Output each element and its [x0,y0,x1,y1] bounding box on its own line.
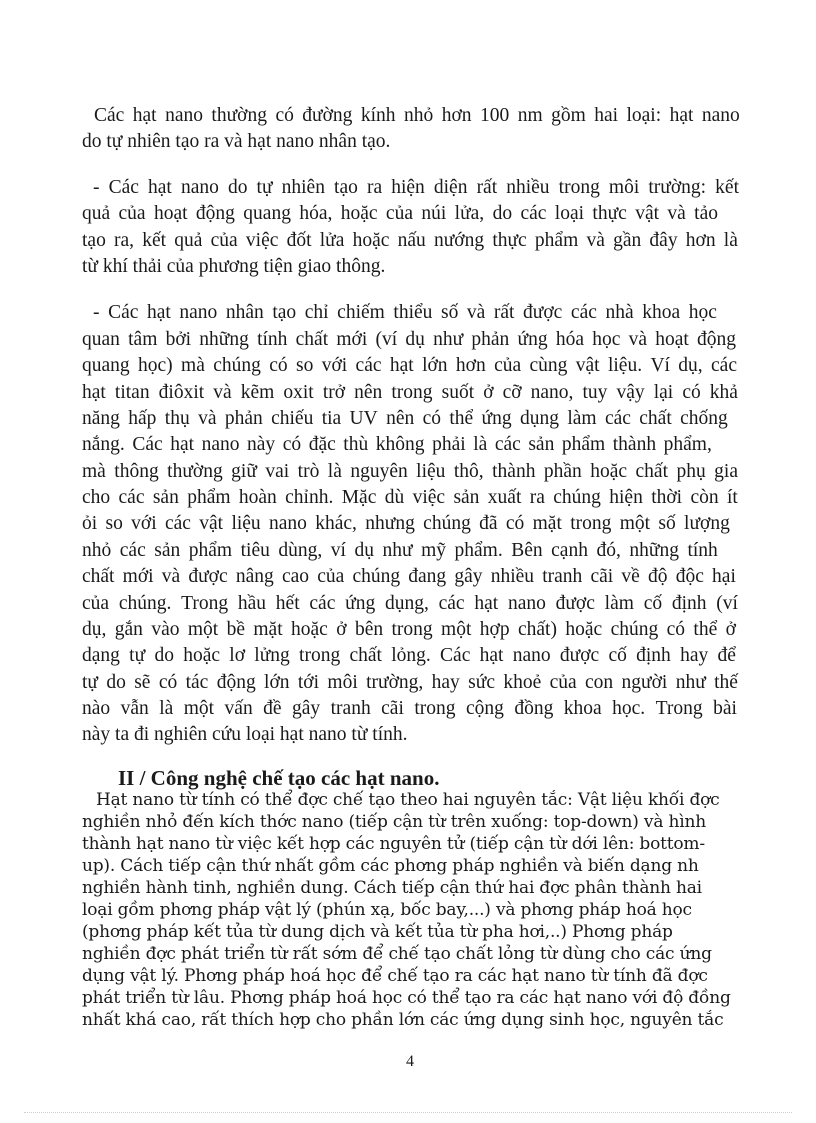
text-line: chất mới và được nâng cao của chúng đang gây nhiều tranh cãi về độ độc hại [82,566,736,587]
text-line: nghiền đợc phát triển từ rất sớm để chế tạo chất lỏng từ dùng cho các ứng [82,944,712,964]
page-bottom-divider [24,1112,792,1113]
page-number: 4 [406,1053,414,1070]
text-line: nghiền hành tinh, nghiền dung. Cách tiếp cận thứ hai đợc phân thành hai [82,878,702,898]
text-line: quang học) mà chúng có so với các hạt lớn hơn của cùng vật liệu. Ví dụ, các [82,355,737,376]
text-line: mà thông thường giữ vai trò là nguyên liệu thô, thành phần hoặc chất phụ gia [82,461,738,482]
text-line: up). Cách tiếp cận thứ nhất gồm các phơng pháp nghiền và biến dạng nh [82,856,699,876]
text-line: hạt titan điôxit và kẽm oxit trở nên trong suốt ở cỡ nano, tuy vậy lại có khả [82,382,738,403]
text-line: (phơng pháp kết tủa từ dung dịch và kết tủa từ pha hơi,..) Phơng pháp [82,922,673,942]
text-line: loại gồm phơng pháp vật lý (phún xạ, bốc bay,...) và phơng pháp hoá học [82,900,692,920]
text-line: dụ, gắn vào một bề mặt hoặc ở bên trong một hợp chất) hoặc chúng có thể ở [82,619,736,640]
text-line: nhất khá cao, rất thích hợp cho phần lớn các ứng dụng sinh học, nguyên tắc [82,1010,724,1030]
text-line: quả của hoạt động quang hóa, hoặc của núi lửa, do các loại thực vật và tảo [82,203,718,224]
text-line: dạng tự do hoặc lơ lửng trong chất lỏng. Các hạt nano được cố định hay để [82,645,736,666]
text-line: này ta đi nghiên cứu loại hạt nano từ tính. [82,724,408,745]
text-line: nắng. Các hạt nano này có đặc thù không phải là các sản phẩm thành phẩm, [82,434,712,455]
text-line: Hạt nano từ tính có thể đợc chế tạo theo hai nguyên tắc: Vật liệu khối đợc [96,790,720,810]
text-line: năng hấp thụ và phản chiếu tia UV nên có thể ứng dụng làm các chất chống [82,408,728,429]
text-line: nào vẫn là một vấn đề gây tranh cãi trong cộng đồng khoa học. Trong bài [82,698,737,719]
text-line: tạo ra, kết quả của việc đốt lửa hoặc nấu nướng thực phẩm và gần đây hơn là [82,230,738,251]
text-line: dụng vật lý. Phơng pháp hoá học để chế tạo ra các hạt nano từ tính đã đợc [82,966,708,986]
text-line: do tự nhiên tạo ra và hạt nano nhân tạo. [82,131,391,152]
text-line: ỏi so với các vật liệu nano khác, nhưng chúng đã có mặt trong một số lượng [82,513,730,534]
text-line: của chúng. Trong hầu hết các ứng dụng, các hạt nano được làm cố định (ví [82,593,738,614]
text-line: Các hạt nano thường có đường kính nhỏ hơn 100 nm gồm hai loại: hạt nano [94,105,740,126]
text-line: thành hạt nano từ việc kết hợp các nguyên tử (tiếp cận từ dới lên: bottom- [82,834,705,854]
text-line: nhỏ các sản phẩm tiêu dùng, ví dụ như mỹ phẩm. Bên cạnh đó, những tính [82,540,718,561]
text-line: phát triển từ lâu. Phơng pháp hoá học có thể tạo ra các hạt nano với độ đồng [82,988,731,1008]
text-line: cho các sản phẩm hoàn chỉnh. Mặc dù việc sản xuất ra chúng hiện thời còn ít [82,487,738,508]
text-line: - Các hạt nano nhân tạo chỉ chiếm thiểu số và rất được các nhà khoa học [93,302,717,323]
text-line: từ khí thải của phương tiện giao thông. [82,256,386,277]
text-line: quan tâm bởi những tính chất mới (ví dụ như phản ứng hóa học và hoạt động [82,329,736,350]
section-heading: II / Công nghệ chế tạo các hạt nano. [118,766,440,790]
text-line: tự do sẽ có tác động lớn tới môi trường, hay sức khoẻ của con người như thế [82,672,738,693]
text-line: nghiền nhỏ đến kích thớc nano (tiếp cận từ trên xuống: top-down) và hình [82,812,706,832]
text-line: - Các hạt nano do tự nhiên tạo ra hiện diện rất nhiều trong môi trường: kết [93,177,739,198]
